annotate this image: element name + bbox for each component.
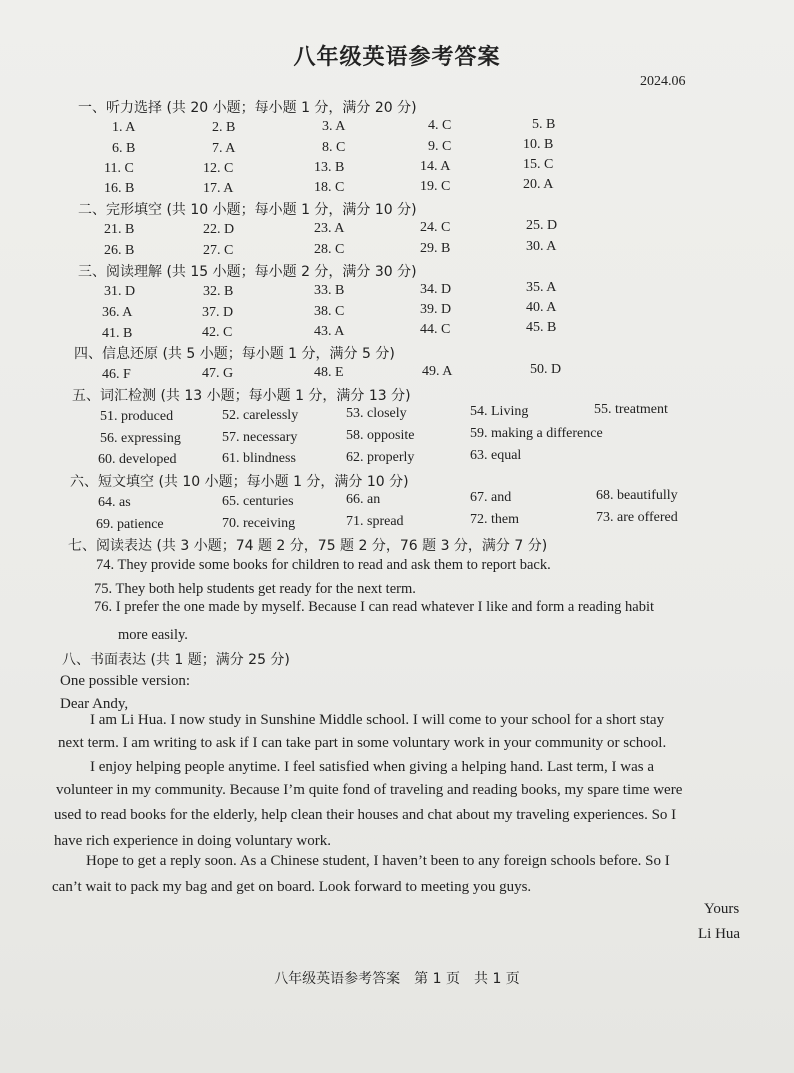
answer-item: 66. an: [346, 492, 381, 507]
answer-item: 59. making a difference: [470, 426, 603, 441]
answer-item: 15. C: [523, 157, 554, 172]
answer-item: 64. as: [98, 495, 131, 510]
answer-item: 47. G: [202, 366, 234, 381]
answer-item: 3. A: [322, 119, 346, 134]
answer-item: 37. D: [202, 305, 234, 320]
answer-item: 53. closely: [346, 406, 407, 421]
answer-item: 9. C: [428, 139, 452, 154]
document-date: 2024.06: [640, 74, 686, 89]
essay-closing: Yours: [704, 901, 740, 917]
essay-greeting: Dear Andy,: [60, 696, 129, 712]
answer-item: 30. A: [526, 239, 557, 254]
section-heading: 一、听力选择 (共 20 小题；每小题 1 分，满分 20 分): [78, 100, 417, 116]
answer-item: 51. produced: [100, 409, 174, 424]
answer-item: 63. equal: [470, 448, 522, 463]
answer-item: 16. B: [104, 181, 135, 196]
answer-item: 71. spread: [346, 514, 404, 529]
answer-item: 25. D: [526, 218, 558, 233]
answer-sentence: 76. I prefer the one made by myself. Because I can read whatever I like and form a reading habit: [94, 599, 655, 615]
essay-line: I am Li Hua. I now study in Sunshine Middle school. I will come to your school for a short stay: [90, 712, 665, 728]
answer-item: 11. C: [104, 161, 134, 176]
section-heading: 七、阅读表达 (共 3 小题；74 题 2 分，75 题 2 分，76 题 3 分，满分 7 分): [68, 538, 548, 554]
section-heading: 六、短文填空 (共 10 小题；每小题 1 分，满分 10 分): [70, 474, 409, 490]
answer-item: 44. C: [420, 322, 451, 337]
answer-item: 73. are offered: [596, 510, 678, 525]
answer-item: 72. them: [470, 512, 519, 527]
answer-item: 8. C: [322, 140, 346, 155]
answer-sentence: 74. They provide some books for children to read and ask them to report back.: [96, 557, 551, 573]
essay-line: volunteer in my community. Because I’m quite fond of traveling and reading books, my spare time were: [56, 782, 683, 798]
answer-sentence: 75. They both help students get ready for the next term.: [94, 581, 416, 597]
answer-item: 43. A: [314, 324, 345, 339]
answer-item: 41. B: [102, 326, 133, 341]
answer-item: 38. C: [314, 304, 345, 319]
answer-item: 5. B: [532, 117, 556, 132]
answer-item: 4. C: [428, 118, 452, 133]
answer-item: 54. Living: [470, 404, 529, 419]
answer-item: 52. carelessly: [222, 408, 299, 423]
answer-item: 17. A: [203, 181, 234, 196]
answer-item: 27. C: [203, 243, 234, 258]
answer-item: 42. C: [202, 325, 233, 340]
answer-item: 69. patience: [96, 517, 164, 532]
answer-item: 6. B: [112, 141, 136, 156]
answer-item: 39. D: [420, 302, 452, 317]
answer-item: 13. B: [314, 160, 345, 175]
answer-item: 50. D: [530, 362, 562, 377]
answer-item: 61. blindness: [222, 451, 296, 466]
answer-item: 46. F: [102, 367, 131, 382]
answer-item: 70. receiving: [222, 516, 296, 531]
answer-item: 24. C: [420, 220, 451, 235]
answer-item: 62. properly: [346, 450, 415, 465]
essay-line: next term. I am writing to ask if I can take part in some voluntary work in your community or school.: [58, 735, 667, 751]
answer-item: 48. E: [314, 365, 344, 380]
answer-item: 65. centuries: [222, 494, 294, 509]
essay-line: can’t wait to pack my bag and get on board. Look forward to meeting you guys.: [52, 879, 532, 895]
document-title: 八年级英语参考答案: [293, 45, 501, 70]
answer-item: 32. B: [203, 284, 234, 299]
answer-item: 18. C: [314, 180, 345, 195]
answer-item: 40. A: [526, 300, 557, 315]
answer-item: 67. and: [470, 490, 512, 505]
answer-item: 55. treatment: [594, 402, 668, 417]
answer-item: 19. C: [420, 179, 451, 194]
answer-item: 23. A: [314, 221, 345, 236]
answer-item: 49. A: [422, 364, 453, 379]
answer-item: 14. A: [420, 159, 451, 174]
answer-item: 60. developed: [98, 452, 177, 467]
answer-item: 56. expressing: [100, 431, 181, 446]
section-heading: 三、阅读理解 (共 15 小题；每小题 2 分，满分 30 分): [78, 264, 417, 280]
page-footer: 八年级英语参考答案 第 1 页 共 1 页: [274, 971, 520, 987]
essay-line: Hope to get a reply soon. As a Chinese student, I haven’t been to any foreign schools before. So I: [86, 853, 670, 869]
answer-sentence: more easily.: [118, 627, 188, 643]
answer-item: 20. A: [523, 177, 554, 192]
answer-item: 7. A: [212, 141, 236, 156]
answer-item: 33. B: [314, 283, 345, 298]
answer-item: 21. B: [104, 222, 135, 237]
answer-item: 34. D: [420, 282, 452, 297]
section-heading: 五、词汇检测 (共 13 小题；每小题 1 分，满分 13 分): [72, 388, 411, 404]
essay-intro: One possible version:: [60, 673, 190, 689]
answer-item: 2. B: [212, 120, 236, 135]
section-heading: 四、信息还原 (共 5 小题；每小题 1 分，满分 5 分): [74, 346, 395, 362]
answer-item: 31. D: [104, 284, 136, 299]
answer-item: 12. C: [203, 161, 234, 176]
answer-item: 57. necessary: [222, 430, 298, 445]
answer-item: 45. B: [526, 320, 557, 335]
answer-item: 36. A: [102, 305, 133, 320]
essay-signature: Li Hua: [698, 926, 741, 942]
answer-item: 58. opposite: [346, 428, 415, 443]
section-heading: 二、完形填空 (共 10 小题；每小题 1 分，满分 10 分): [78, 202, 417, 218]
answer-item: 28. C: [314, 242, 345, 257]
essay-line: I enjoy helping people anytime. I feel satisfied when giving a helping hand. Last term, I was a: [90, 759, 655, 775]
essay-line: have rich experience in doing voluntary work.: [54, 833, 331, 849]
answer-item: 29. B: [420, 241, 451, 256]
answer-item: 35. A: [526, 280, 557, 295]
answer-item: 10. B: [523, 137, 554, 152]
answer-item: 26. B: [104, 243, 135, 258]
answer-item: 1. A: [112, 120, 136, 135]
section-heading: 八、书面表达 (共 1 题；满分 25 分): [62, 652, 290, 668]
answer-item: 22. D: [203, 222, 235, 237]
essay-line: used to read books for the elderly, help clean their houses and chat about my traveling experiences. So I: [54, 807, 677, 823]
answer-item: 68. beautifully: [596, 488, 678, 503]
